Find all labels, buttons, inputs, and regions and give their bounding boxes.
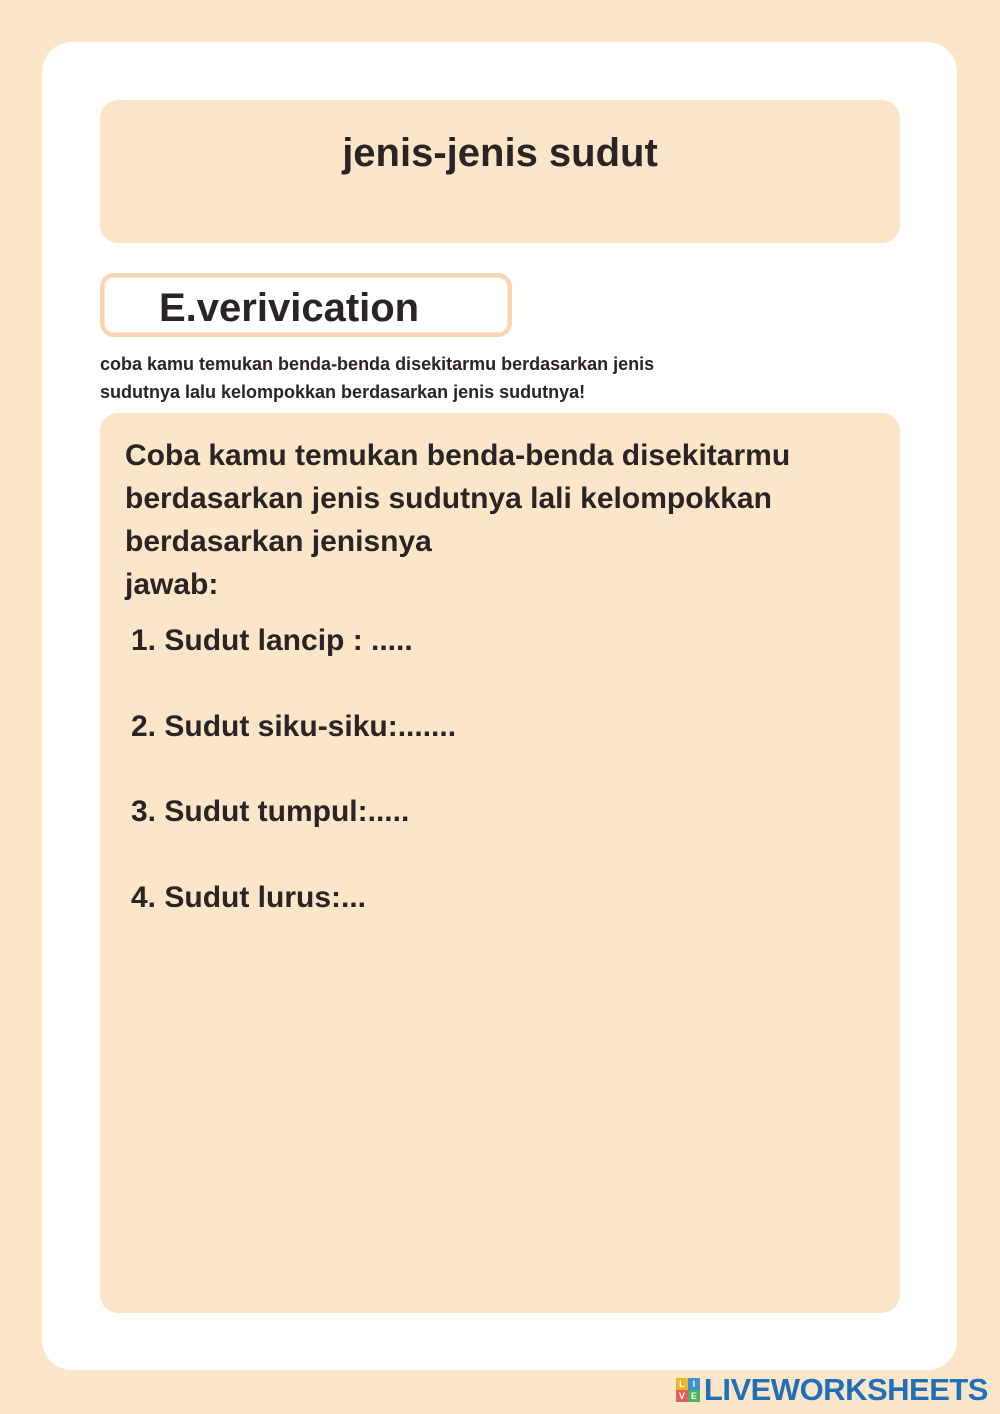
instruction-text: [100, 350, 840, 406]
section-label: E.verivication: [159, 286, 420, 330]
answer-item-straight: 4. Sudut lurus:...: [131, 881, 367, 914]
instruction-line: coba kamu temukan benda-benda disekitarmu berdasarkan jenis: [100, 354, 655, 374]
logo-letter: L: [676, 1378, 688, 1390]
brand-wordmark: LIVEWORKSHEETS: [703, 1372, 988, 1407]
question-line: berdasarkan jenisnya: [125, 525, 432, 558]
logo-letter: E: [688, 1390, 700, 1402]
page-title: jenis-jenis sudut: [342, 131, 658, 175]
question-line: Coba kamu temukan benda-benda disekitarmu: [125, 439, 791, 472]
answer-item-right: 2. Sudut siku-siku:.......: [131, 710, 457, 743]
question-line: berdasarkan jenis sudutnya lali kelompokkan: [125, 482, 772, 515]
answer-item-obtuse: 3. Sudut tumpul:.....: [131, 795, 410, 828]
question-text: [125, 434, 900, 606]
liveworksheets-logo-icon: [676, 1378, 700, 1402]
logo-letter: V: [676, 1390, 688, 1402]
answer-prompt: jawab:: [125, 568, 219, 601]
liveworksheets-brand: [676, 1372, 988, 1408]
instruction-line: sudutnya lalu kelompokkan berdasarkan jenis sudutnya!: [100, 382, 586, 402]
answer-item-acute: 1. Sudut lancip : .....: [131, 624, 413, 657]
logo-letter: I: [688, 1378, 700, 1390]
section-label-box: [100, 273, 512, 337]
